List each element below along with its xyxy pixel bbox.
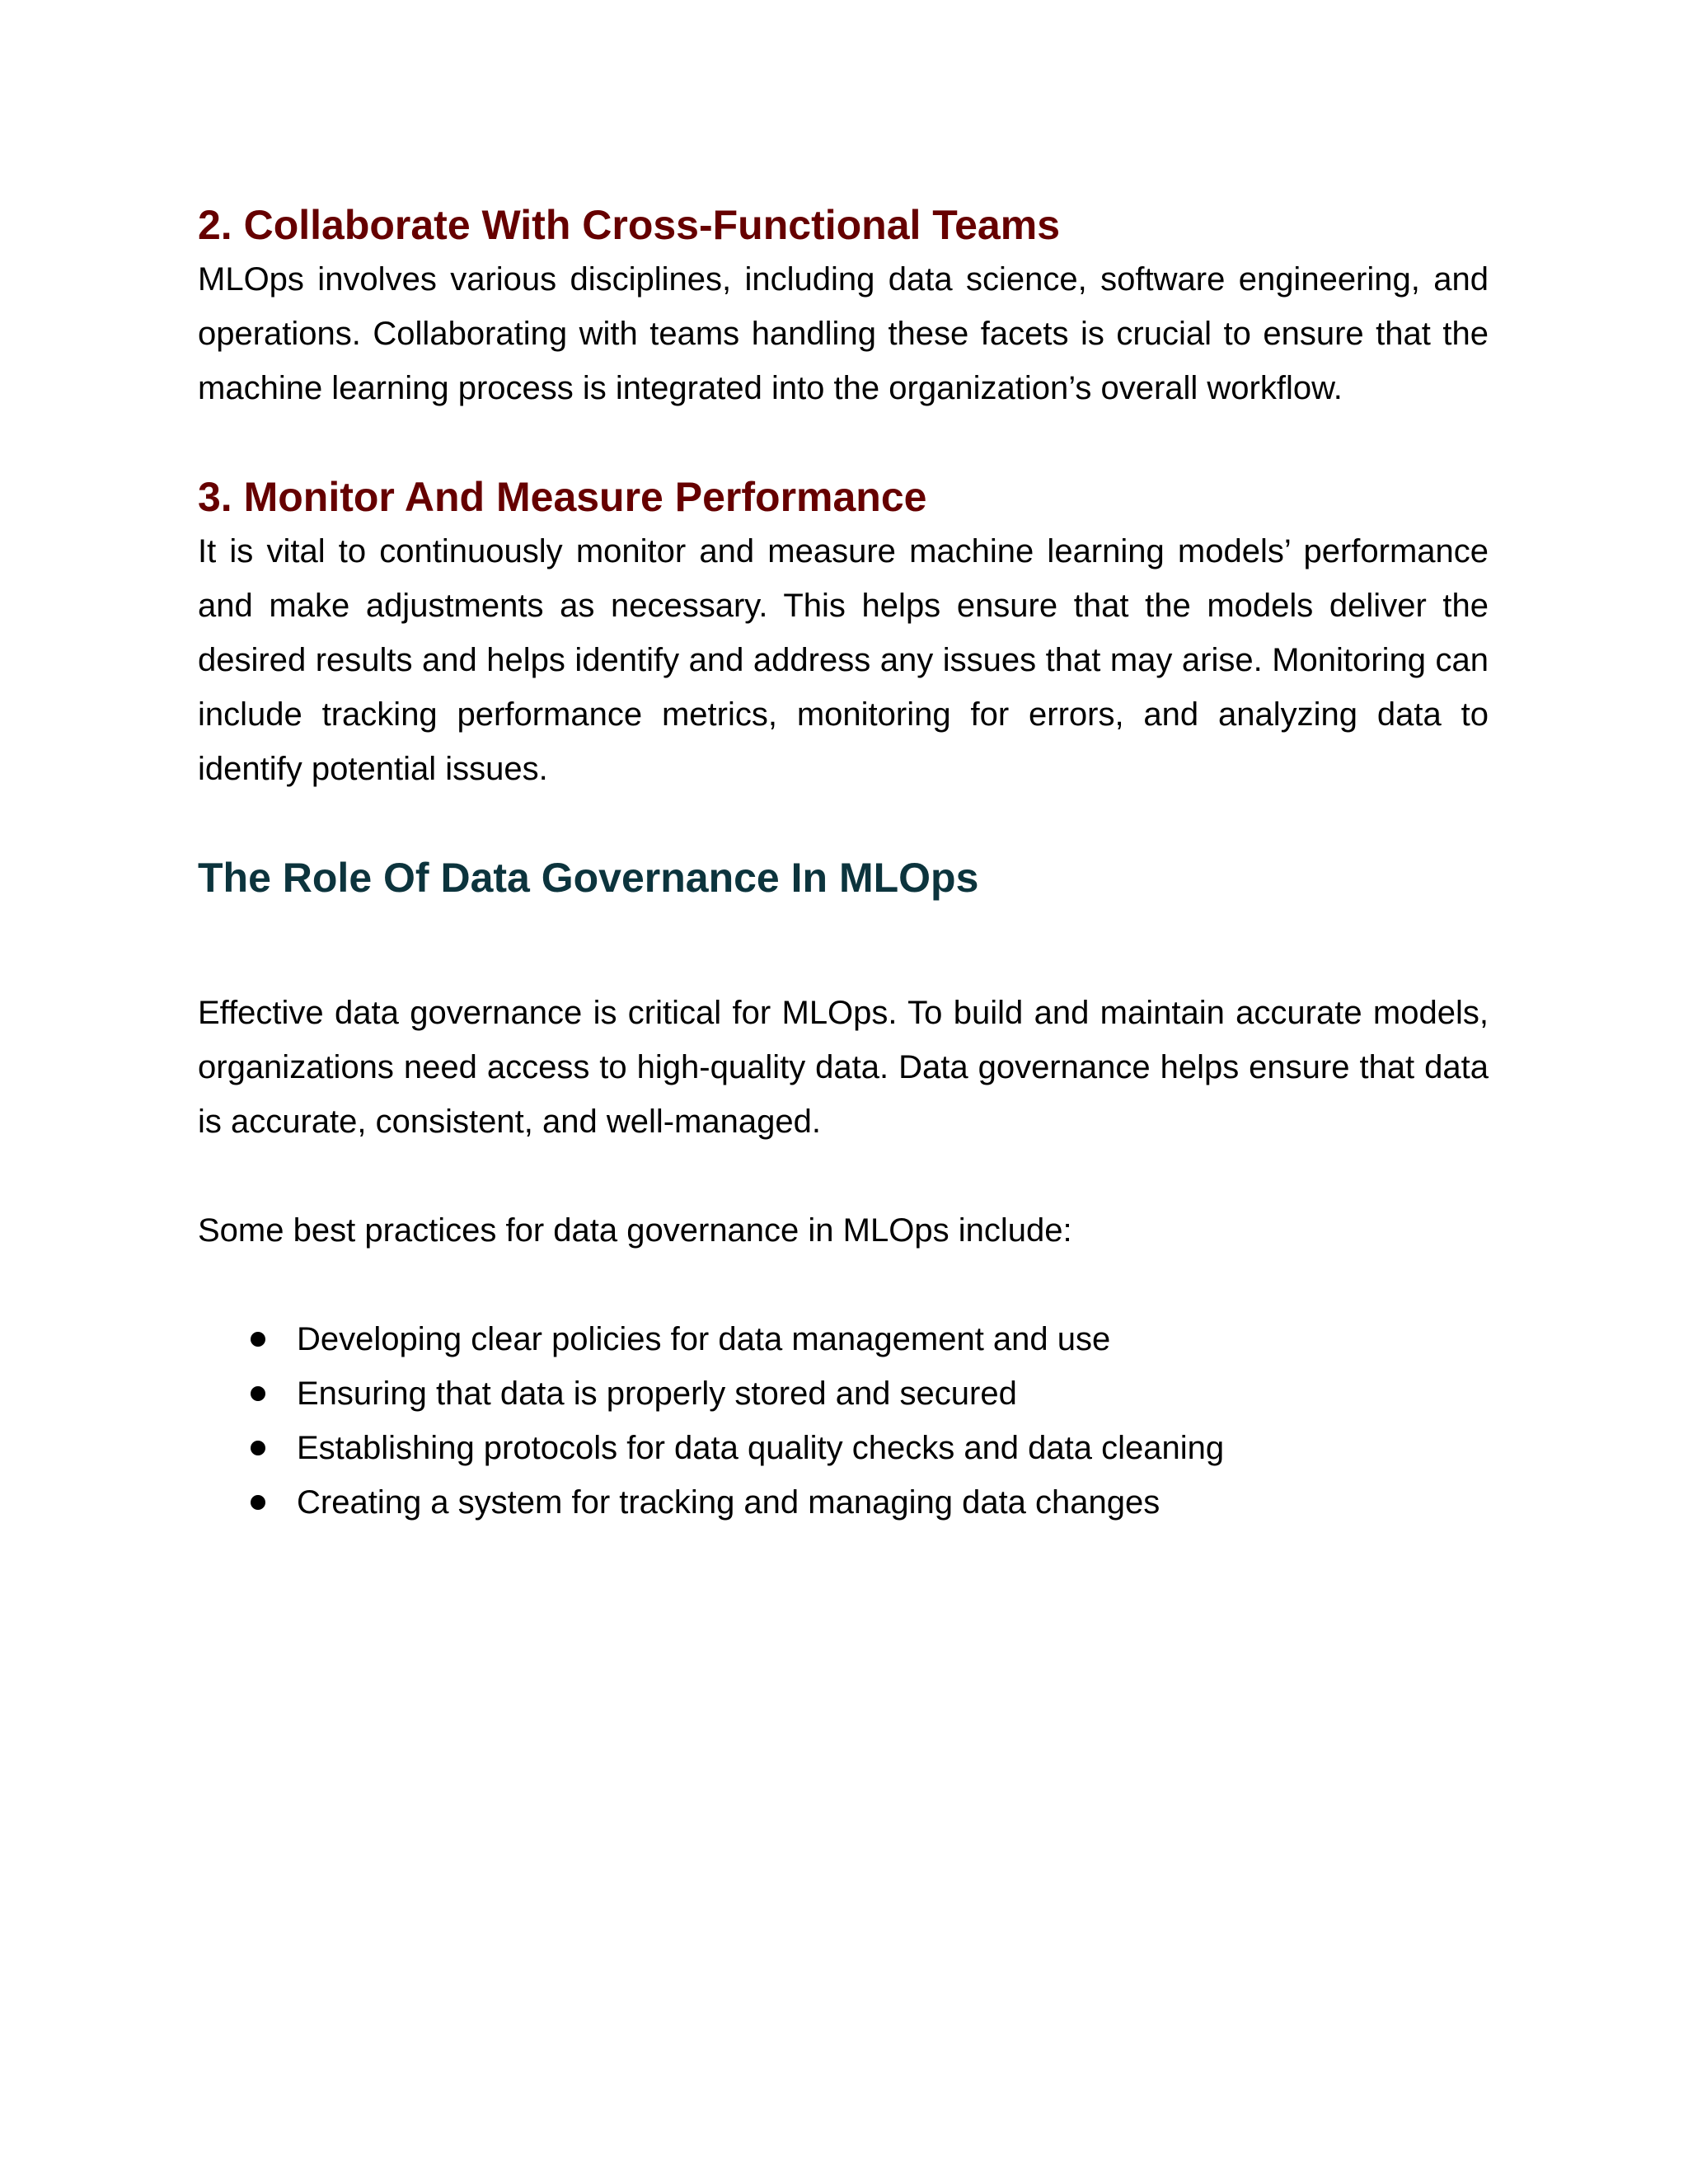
section-body-monitor: It is vital to continuously monitor and measure machine learning models’ performance and make adjustments as necessary. This helps ensure that the models deliver the desired results and helps identify and address any issues that may arise. Monitoring can include tracking performance metrics, monitoring for errors, and analyzing data to identify potential issues. (198, 533, 1489, 787)
governance-heading: The Role Of Data Governance In MLOps (198, 855, 979, 901)
section-heading-collaborate: 2. Collaborate With Cross-Functional Teams (198, 202, 1060, 248)
list-item (198, 1312, 1489, 1366)
spacer (198, 1258, 1489, 1312)
list-item (198, 1475, 1489, 1530)
bullet-icon (251, 1386, 265, 1401)
list-item-text: Establishing protocols for data quality checks and data cleaning (297, 1430, 1225, 1466)
list-item (198, 1421, 1489, 1475)
spacer (198, 1149, 1489, 1203)
list-item (198, 1366, 1489, 1421)
governance-intro: Effective data governance is critical for MLOps. To build and maintain accurate models, organizations need access to high-quality data. Data governance helps ensure that data is accurate, consistent, and well-managed. (198, 995, 1489, 1140)
spacer (198, 905, 1489, 986)
bullet-icon (251, 1332, 265, 1347)
best-practices-list (198, 1312, 1489, 1530)
bullet-icon (251, 1495, 265, 1510)
document-content (198, 198, 1489, 1530)
list-item-text: Creating a system for tracking and managing data changes (297, 1484, 1160, 1521)
bullet-icon (251, 1441, 265, 1455)
governance-lead-in: Some best practices for data governance in MLOps include: (198, 1212, 1072, 1249)
section-heading-monitor: 3. Monitor And Measure Performance (198, 474, 927, 520)
spacer (198, 415, 1489, 470)
list-item-text: Developing clear policies for data management and use (297, 1321, 1111, 1357)
spacer (198, 796, 1489, 851)
section-body-collaborate: MLOps involves various disciplines, including data science, software engineering, and operations. Collaborating with teams handling these facets is crucial to ensure that the machine learning process is integrated into the organization’s overall workflow. (198, 261, 1489, 406)
list-item-text: Ensuring that data is properly stored and secured (297, 1376, 1017, 1412)
